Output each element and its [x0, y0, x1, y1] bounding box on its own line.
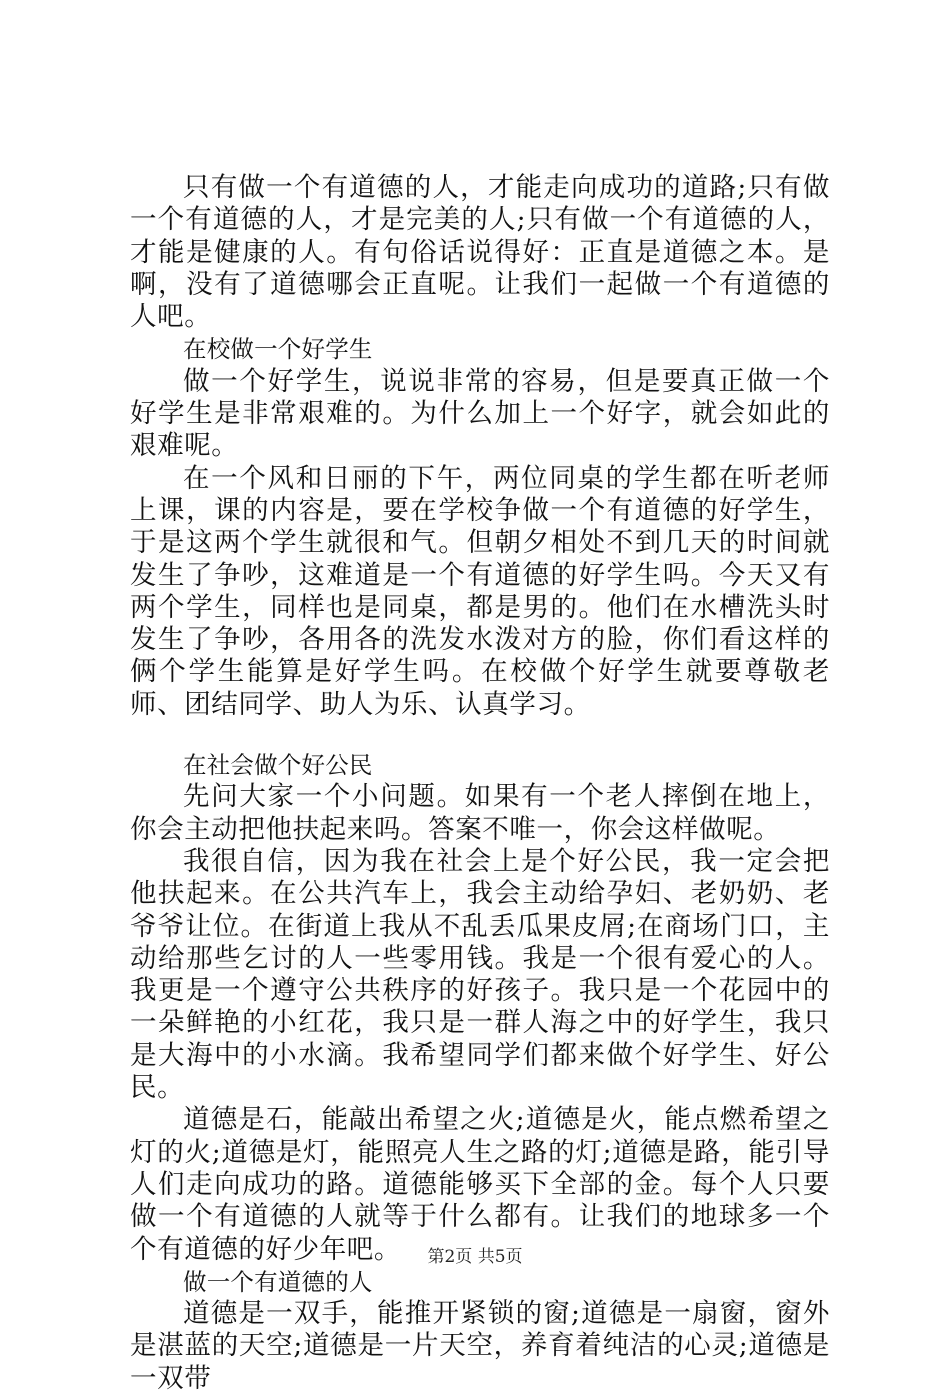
- page-footer: 第2页 共5页: [427, 1247, 523, 1267]
- paragraph-intro: 只有做一个有道德的人，才能走向成功的道路;只有做一个有道德的人，才是完美的人;只有做一个有道德的人，才能是健康的人。有句俗话说得好：正直是道德之本。是啊，没有了道德哪会正直呢。让我们一起做一个有道德的人吧。: [130, 172, 830, 333]
- paragraph-morality-metaphor: 道德是石，能敲出希望之火;道德是火，能点燃希望之灯的火;道德是灯，能照亮人生之路的灯;道德是路，能引导人们走向成功的路。道德能够买下全部的金。每个人只要做一个有道德的人就等于什么都有。让我们的地球多一个个有道德的好少年吧。: [130, 1104, 830, 1265]
- paragraph-good-student: 做一个好学生，说说非常的容易，但是要真正做一个好学生是非常艰难的。为什么加上一个好字，就会如此的艰难呢。: [130, 365, 830, 462]
- paragraph-good-citizen: 我很自信，因为我在社会上是个好公民，我一定会把他扶起来。在公共汽车上，我会主动给孕妇、老奶奶、老爷爷让位。在街道上我从不乱丢瓜果皮屑;在商场门口，主动给那些乞讨的人一些零用钱。我是一个很有爱心的人。我更是一个遵守公共秩序的好孩子。我只是一个花园中的一朵鲜艳的小红花，我只是一群人海之中的好学生，我只是大海中的小水滴。我希望同学们都来做个好学生、好公民。: [130, 845, 830, 1104]
- section-heading-society: 在社会做个好公民: [183, 751, 373, 780]
- document-body: [130, 172, 830, 1395]
- paragraph-spacer: [130, 721, 830, 749]
- section-heading-moral-person: 做一个有道德的人: [183, 1267, 373, 1296]
- paragraph-classmates-story: 在一个风和日丽的下午，两位同桌的学生都在听老师上课，课的内容是，要在学校争做一个有道德的好学生，于是这两个学生就很和气。但朝夕相处不到几天的时间就发生了争吵，这难道是一个有道德的好学生吗。今天又有两个学生，同样也是同桌，都是男的。他们在水槽洗头时发生了争吵，各用各的洗发水泼对方的脸，你们看这样的俩个学生能算是好学生吗。在校做个好学生就要尊敬老师、团结同学、助人为乐、认真学习。: [130, 462, 830, 720]
- paragraph-question: 先问大家一个小问题。如果有一个老人摔倒在地上，你会主动把他扶起来吗。答案不唯一，你会这样做呢。: [130, 781, 830, 845]
- section-heading-school: 在校做一个好学生: [183, 335, 373, 364]
- paragraph-morality-hands: 道德是一双手，能推开紧锁的窗;道德是一扇窗，窗外是湛蓝的天空;道德是一片天空，养育着纯洁的心灵;道德是一双带: [130, 1298, 830, 1394]
